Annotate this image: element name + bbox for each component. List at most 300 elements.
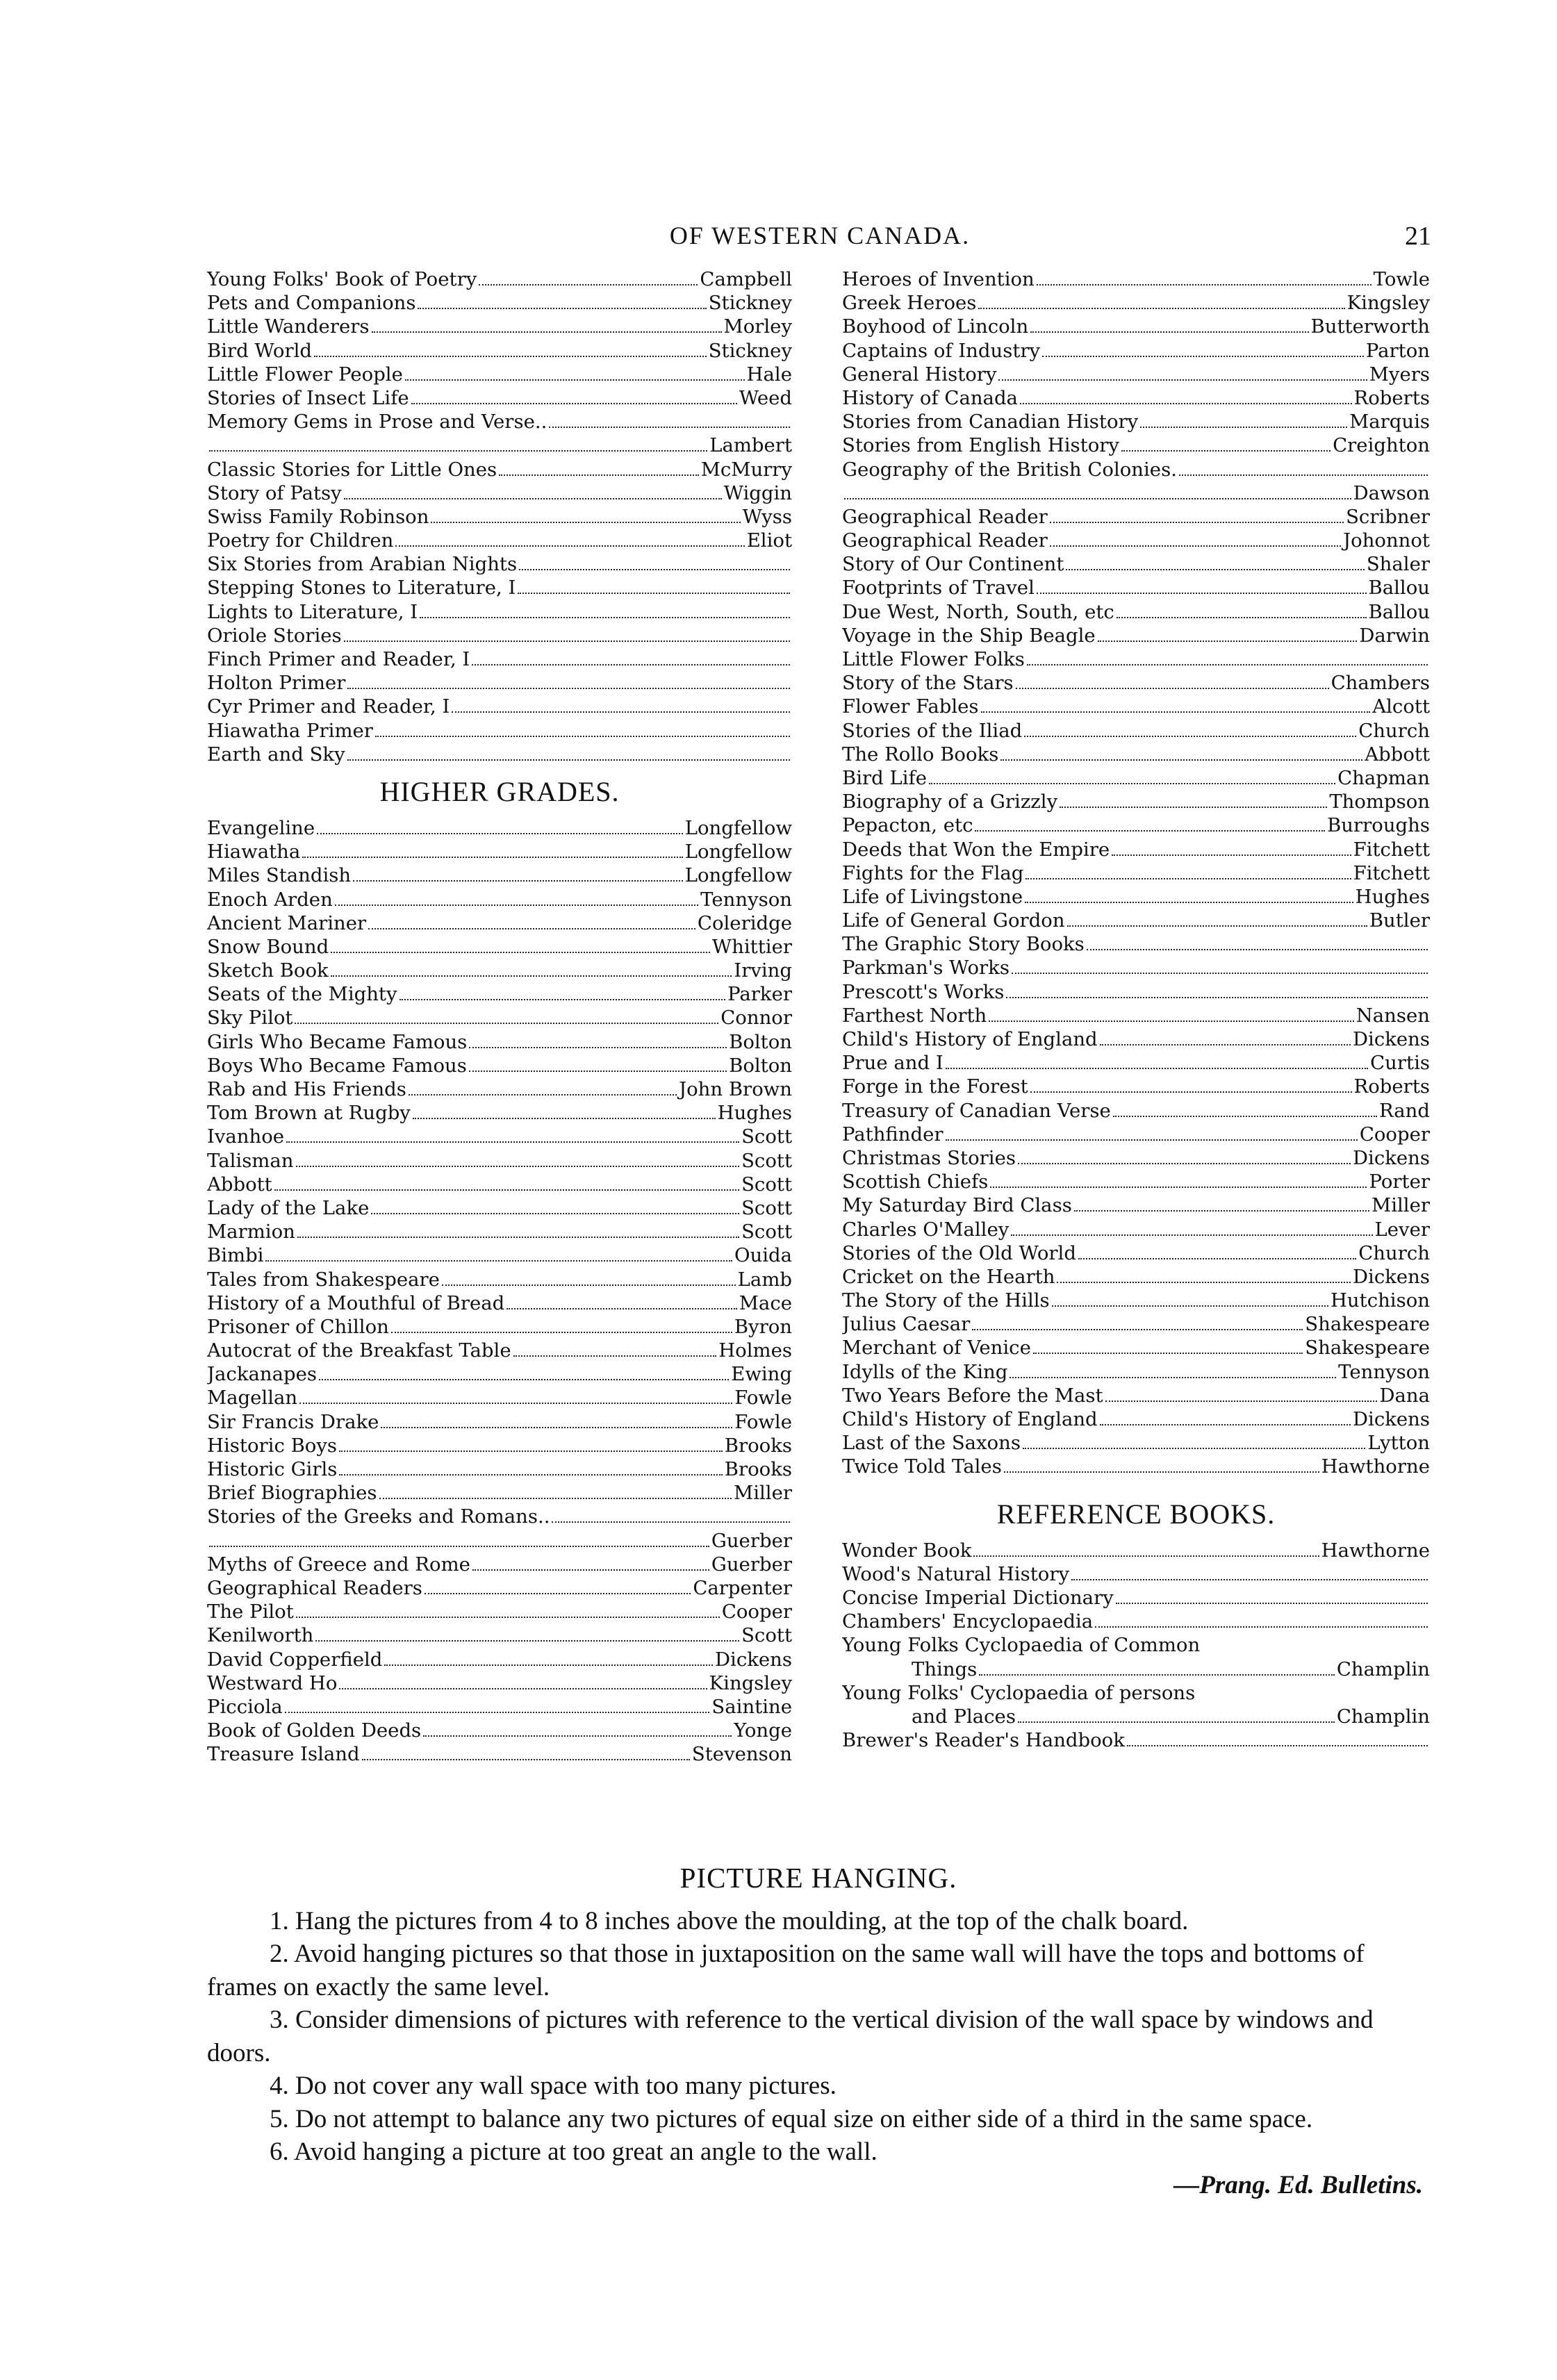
book-title: Forge in the Forest	[842, 1075, 1028, 1098]
dot-leader	[1011, 1223, 1372, 1235]
book-entry	[207, 1719, 792, 1742]
dot-leader	[452, 701, 790, 713]
book-author: Miller	[734, 1482, 792, 1505]
book-author: Hughes	[717, 1102, 792, 1125]
book-entry	[207, 743, 792, 766]
book-entry	[207, 959, 792, 982]
dot-leader	[1020, 392, 1352, 404]
book-title: Cyr Primer and Reader, I	[207, 695, 450, 718]
book-entry	[207, 529, 792, 552]
dot-leader	[1024, 725, 1356, 736]
dot-leader	[299, 1392, 732, 1404]
dot-leader	[339, 1440, 723, 1452]
dot-leader	[1078, 1248, 1356, 1259]
book-title: General History	[842, 363, 997, 386]
book-entry	[207, 1410, 792, 1434]
attribution: —Prang. Ed. Bulletins.	[1173, 2170, 1423, 2199]
book-title: Bird Life	[842, 766, 928, 789]
book-title: The Pilot	[207, 1601, 294, 1623]
book-title: My Saturday Bird Class	[842, 1194, 1072, 1217]
dot-leader	[844, 488, 1351, 499]
book-entry	[207, 1457, 792, 1481]
book-entry	[842, 481, 1430, 505]
book-entry	[207, 1243, 792, 1267]
book-entry	[207, 1505, 792, 1528]
book-author: Longfellow	[684, 864, 792, 887]
book-title: Due West, North, South, etc	[842, 600, 1114, 623]
book-entry	[207, 339, 792, 363]
dot-leader	[209, 440, 707, 452]
book-author: John Brown	[679, 1078, 792, 1100]
book-title: Stepping Stones to Literature, I	[207, 577, 516, 600]
dot-leader	[549, 416, 790, 428]
dot-leader	[1117, 606, 1367, 618]
book-title: Brief Biographies	[207, 1482, 377, 1505]
book-title: Boys Who Became Famous	[207, 1054, 467, 1077]
book-title: Christmas Stories	[842, 1146, 1016, 1169]
book-entry	[842, 1289, 1430, 1312]
book-entry	[207, 505, 792, 529]
book-title: Young Folks' Cyclopaedia of persons	[842, 1681, 1196, 1704]
book-entry	[207, 1173, 792, 1196]
book-title: Geography of the British Colonies.	[842, 458, 1177, 481]
book-entry	[207, 267, 792, 291]
book-title: Miles Standish	[207, 864, 352, 887]
dot-leader	[469, 1060, 727, 1072]
book-entry	[842, 813, 1430, 837]
book-author: Fitchett	[1353, 861, 1430, 884]
dot-leader	[1112, 843, 1351, 855]
book-title: Story of Patsy	[207, 481, 342, 504]
book-author: Lamb	[737, 1268, 792, 1291]
book-author: Dickens	[1352, 1408, 1430, 1430]
dot-leader	[411, 392, 737, 404]
book-title: Finch Primer and Reader, I	[207, 648, 470, 670]
book-entry	[842, 1728, 1430, 1752]
dot-leader	[302, 846, 682, 858]
book-author: Wyss	[742, 505, 792, 528]
book-title: Julius Caesar	[842, 1313, 971, 1336]
dot-leader	[420, 606, 790, 618]
dot-leader	[1050, 511, 1344, 523]
book-title: Girls Who Became Famous	[207, 1030, 468, 1053]
book-title: Hiawatha Primer	[207, 719, 373, 742]
dot-leader	[472, 1559, 709, 1571]
book-title: Charles O'Malley	[842, 1218, 1010, 1241]
book-author: Brooks	[724, 1434, 792, 1457]
book-title: Ancient Mariner	[207, 911, 367, 934]
book-author: Chapman	[1337, 766, 1430, 789]
book-title: Magellan	[207, 1387, 298, 1410]
book-title: History of Canada	[842, 386, 1018, 409]
book-author: Bolton	[729, 1054, 792, 1077]
book-entry	[207, 600, 792, 624]
dot-leader	[297, 1226, 739, 1238]
book-title: Prue and I	[842, 1052, 944, 1075]
dot-leader	[990, 1176, 1367, 1188]
book-entry	[207, 1434, 792, 1457]
dot-leader	[1016, 677, 1329, 689]
book-title: Chambers' Encyclopaedia	[842, 1610, 1094, 1633]
book-title: Footprints of Travel	[842, 577, 1035, 600]
book-author: Dickens	[1352, 1265, 1430, 1288]
book-author: Dickens	[714, 1648, 792, 1671]
book-entry	[842, 790, 1430, 813]
dot-leader	[431, 511, 740, 523]
book-title: Treasury of Canadian Verse	[842, 1099, 1111, 1122]
dot-leader	[1066, 559, 1364, 570]
book-entry	[842, 838, 1430, 861]
book-author: Longfellow	[684, 841, 792, 863]
book-title: Heroes of Invention	[842, 268, 1035, 290]
book-author: Roberts	[1353, 1075, 1430, 1098]
general-reading-list	[842, 267, 1430, 1479]
book-title: Pepacton, etc	[842, 814, 973, 837]
book-title: The Story of the Hills	[842, 1289, 1050, 1312]
book-entry	[842, 1407, 1430, 1431]
book-author: Alcott	[1372, 695, 1430, 718]
book-title: Concise Imperial Dictionary	[842, 1586, 1114, 1609]
book-entry	[842, 719, 1430, 743]
dot-leader	[972, 1319, 1303, 1330]
dot-leader	[1100, 1034, 1351, 1046]
book-entry	[207, 1648, 792, 1671]
dot-leader	[1037, 582, 1367, 594]
book-author: Dawson	[1353, 481, 1430, 504]
dot-leader	[296, 1155, 740, 1166]
book-author: Kingsley	[1346, 292, 1430, 315]
book-author: Darwin	[1359, 624, 1430, 647]
dot-leader	[379, 1487, 732, 1499]
book-entry	[842, 1146, 1430, 1170]
book-title: Story of Our Continent	[842, 553, 1064, 576]
dot-leader	[296, 1606, 720, 1618]
book-author: Marquis	[1349, 411, 1430, 433]
book-entry	[842, 624, 1430, 647]
book-author: Parton	[1365, 339, 1430, 362]
book-author: Whittier	[711, 935, 792, 958]
book-entry	[207, 935, 792, 959]
dot-leader	[319, 1369, 729, 1380]
book-title: Bird World	[207, 339, 312, 362]
book-entry	[842, 1360, 1430, 1384]
book-author: Myers	[1369, 363, 1430, 386]
book-title: Classic Stories for Little Ones	[207, 458, 497, 481]
book-entry	[207, 458, 792, 481]
book-title: Book of Golden Deeds	[207, 1719, 422, 1742]
dot-leader	[1057, 1271, 1351, 1283]
book-entry	[207, 1600, 792, 1623]
dot-leader	[315, 1630, 739, 1642]
dot-leader	[552, 1511, 790, 1523]
book-entry	[207, 1339, 792, 1362]
dot-leader	[1100, 1414, 1351, 1425]
book-author: Champlin	[1336, 1705, 1430, 1728]
dot-leader	[978, 297, 1344, 309]
book-title: Child's History of England	[842, 1408, 1098, 1430]
book-entry	[207, 888, 792, 911]
book-title: Snow Bound	[207, 935, 329, 958]
book-entry	[207, 719, 792, 743]
dot-leader	[285, 1701, 710, 1713]
book-author: Parker	[727, 983, 792, 1006]
book-title: Hiawatha	[207, 841, 301, 863]
book-author: Dana	[1379, 1384, 1430, 1407]
dot-leader	[979, 1663, 1335, 1675]
dot-leader	[1060, 796, 1327, 808]
book-entry	[207, 840, 792, 863]
dot-leader	[362, 1749, 690, 1760]
dot-leader	[1033, 1342, 1303, 1354]
dot-leader	[1116, 1592, 1428, 1604]
book-author: Campbell	[700, 268, 792, 290]
book-title: Two Years Before the Mast	[842, 1384, 1103, 1407]
book-entry	[842, 1241, 1430, 1265]
book-title: Tom Brown at Rugby	[207, 1102, 411, 1125]
dot-leader	[1030, 1081, 1352, 1093]
book-entry	[207, 1077, 792, 1101]
dot-leader	[1010, 1366, 1336, 1378]
page-number: 21	[1405, 222, 1431, 251]
book-title: Lady of the Lake	[207, 1196, 370, 1219]
dot-leader	[372, 321, 722, 333]
book-entry	[842, 647, 1430, 671]
book-author: Burroughs	[1327, 814, 1430, 837]
book-author: Fowle	[734, 1410, 792, 1433]
picture-hanging-heading: PICTURE HANGING.	[679, 1862, 957, 1894]
dot-leader	[317, 823, 683, 834]
book-title: Stories of the Iliad	[842, 719, 1023, 742]
book-author: Kingsley	[709, 1671, 792, 1694]
book-title: Prisoner of Chillon	[207, 1315, 389, 1338]
book-title: Jackanapes	[207, 1363, 317, 1386]
book-entry	[842, 1265, 1430, 1289]
book-title: Myths of Greece and Rome	[207, 1553, 470, 1576]
book-author: Scott	[741, 1173, 792, 1196]
dot-leader	[331, 941, 710, 953]
book-title: Stories from English History	[842, 434, 1119, 457]
dot-leader	[274, 1179, 739, 1191]
dot-leader	[209, 1535, 709, 1546]
dot-leader	[1000, 749, 1362, 761]
dot-leader	[331, 965, 732, 977]
book-entry	[207, 1268, 792, 1291]
book-author: Saintine	[711, 1695, 792, 1718]
book-entry	[842, 1633, 1430, 1657]
dot-leader	[295, 1012, 718, 1024]
book-entry	[842, 743, 1430, 766]
book-author: Butler	[1369, 909, 1430, 932]
book-author: Scott	[741, 1149, 792, 1172]
book-entry	[207, 1006, 792, 1030]
dot-leader	[1030, 321, 1308, 333]
book-entry	[842, 291, 1430, 315]
book-entry	[207, 1695, 792, 1719]
dot-leader	[1105, 1390, 1378, 1402]
book-entry	[842, 1193, 1430, 1217]
dot-leader	[368, 918, 695, 929]
dot-leader	[265, 1250, 732, 1262]
dot-leader	[998, 369, 1367, 381]
right-column	[842, 267, 1430, 1752]
book-entry	[842, 1431, 1430, 1455]
book-title: Fights for the Flag	[842, 861, 1024, 884]
book-entry	[207, 315, 792, 338]
book-title: Little Flower People	[207, 363, 403, 386]
book-entry	[207, 1576, 792, 1600]
book-entry	[842, 1218, 1430, 1241]
book-author: Yonge	[734, 1719, 792, 1742]
book-entry	[207, 863, 792, 887]
dot-leader	[1071, 1569, 1428, 1580]
book-title: Treasure Island	[207, 1743, 360, 1766]
book-entry	[842, 458, 1430, 481]
book-title: Ivanhoe	[207, 1125, 285, 1148]
book-title: Pets and Companions	[207, 292, 416, 315]
book-entry	[842, 980, 1430, 1004]
book-author: Lambert	[709, 434, 792, 457]
book-title: Autocrat of the Breakfast Table	[207, 1339, 511, 1362]
dot-leader	[399, 989, 726, 1000]
book-entry	[207, 576, 792, 600]
book-author: Byron	[734, 1315, 792, 1338]
book-title: Memory Gems in Prose and Verse..	[207, 411, 547, 433]
book-author: Ballou	[1368, 600, 1430, 623]
book-entry	[842, 386, 1430, 410]
book-entry	[842, 1336, 1430, 1360]
book-entry	[842, 695, 1430, 718]
book-author: Weed	[739, 386, 792, 409]
book-title: Last of the Saxons	[842, 1432, 1021, 1455]
book-author: Scribner	[1346, 505, 1430, 528]
book-entry	[842, 1610, 1430, 1633]
book-title: Young Folks Cyclopaedia of Common	[842, 1634, 1201, 1657]
book-author: Coleridge	[697, 911, 792, 934]
book-entry	[842, 339, 1430, 363]
book-entry	[207, 816, 792, 840]
book-entry	[207, 982, 792, 1006]
book-author: Curtis	[1370, 1052, 1430, 1075]
book-author: Stevenson	[691, 1743, 792, 1766]
book-title: Young Folks' Book of Poetry	[207, 268, 477, 290]
dot-leader	[479, 274, 698, 286]
dot-leader	[409, 1084, 677, 1096]
book-author: Church	[1358, 1241, 1430, 1264]
hanging-rule: 6. Avoid hanging a picture at too great an angle to the wall.	[270, 2138, 878, 2166]
book-title: Life of General Gordon	[842, 909, 1065, 932]
higher-grades-heading: HIGHER GRADES.	[379, 775, 620, 807]
book-author: Lever	[1374, 1218, 1430, 1241]
book-author: Church	[1358, 719, 1430, 742]
book-author: Longfellow	[684, 816, 792, 839]
book-author: Carpenter	[693, 1576, 792, 1599]
dot-leader	[989, 1010, 1353, 1022]
book-entry	[842, 267, 1430, 291]
book-title: Captains of Industry	[842, 339, 1041, 362]
dot-leader	[339, 1678, 707, 1689]
book-author: Shakespeare	[1305, 1313, 1430, 1336]
book-entry	[207, 481, 792, 505]
dot-leader	[929, 772, 1335, 784]
book-entry	[842, 909, 1430, 932]
book-entry	[842, 1705, 1430, 1728]
book-author: Chambers	[1331, 672, 1430, 695]
reference-books-heading: REFERENCE BOOKS.	[996, 1498, 1276, 1530]
book-author: Hale	[746, 363, 792, 386]
book-entry	[207, 552, 792, 576]
book-entry	[207, 433, 792, 457]
dot-leader	[1121, 440, 1331, 452]
dot-leader	[1052, 1295, 1328, 1307]
book-title: The Graphic Story Books	[842, 933, 1085, 956]
book-title: Abbott	[207, 1173, 272, 1196]
book-entry	[207, 291, 792, 315]
dot-leader	[472, 654, 790, 666]
book-author: Lytton	[1367, 1432, 1430, 1455]
book-entry	[842, 1539, 1430, 1562]
dot-leader	[335, 893, 698, 905]
book-entry	[842, 1562, 1430, 1586]
book-entry	[207, 1671, 792, 1695]
book-entry	[842, 861, 1430, 885]
book-entry	[207, 410, 792, 433]
book-title: Geographical Reader	[842, 529, 1048, 552]
book-entry	[842, 1075, 1430, 1098]
book-entry	[842, 315, 1430, 338]
book-entry	[842, 1586, 1430, 1610]
dot-leader	[1006, 986, 1428, 998]
book-title: Sir Francis Drake	[207, 1410, 379, 1433]
book-author: Shaler	[1366, 553, 1430, 576]
book-author: Fowle	[734, 1387, 792, 1410]
dot-leader	[1025, 868, 1351, 879]
dot-leader	[423, 1725, 732, 1737]
dot-leader	[347, 749, 790, 761]
book-entry	[207, 624, 792, 647]
book-author: Ballou	[1368, 577, 1430, 600]
dot-leader	[1042, 345, 1364, 356]
book-entry	[207, 1742, 792, 1766]
dot-leader	[1050, 535, 1341, 547]
book-entry	[207, 1362, 792, 1386]
book-entry	[207, 363, 792, 386]
book-entry	[842, 671, 1430, 695]
dot-leader	[1018, 1152, 1351, 1164]
book-entry	[207, 1220, 792, 1243]
book-author: Creighton	[1333, 434, 1430, 457]
book-entry	[842, 932, 1430, 956]
dot-leader	[1074, 1200, 1369, 1212]
dot-leader	[973, 1544, 1319, 1556]
book-title: Picciola	[207, 1695, 283, 1718]
book-title: Lights to Literature, I	[207, 600, 418, 623]
dot-leader	[1127, 1735, 1428, 1746]
dot-leader	[518, 582, 790, 594]
book-title: Oriole Stories	[207, 624, 342, 647]
dot-leader	[506, 1298, 737, 1309]
dot-leader	[384, 1653, 713, 1665]
dot-leader	[442, 1273, 736, 1285]
book-entry	[842, 529, 1430, 552]
book-title: Seats of the Mighty	[207, 983, 397, 1006]
dot-leader	[344, 488, 722, 499]
book-title: Historic Girls	[207, 1458, 338, 1480]
book-entry	[207, 1529, 792, 1553]
book-author: Irving	[734, 959, 792, 982]
book-author: Shakespeare	[1305, 1337, 1430, 1360]
book-title: Farthest North	[842, 1004, 987, 1027]
book-title: Idylls of the King	[842, 1360, 1008, 1383]
